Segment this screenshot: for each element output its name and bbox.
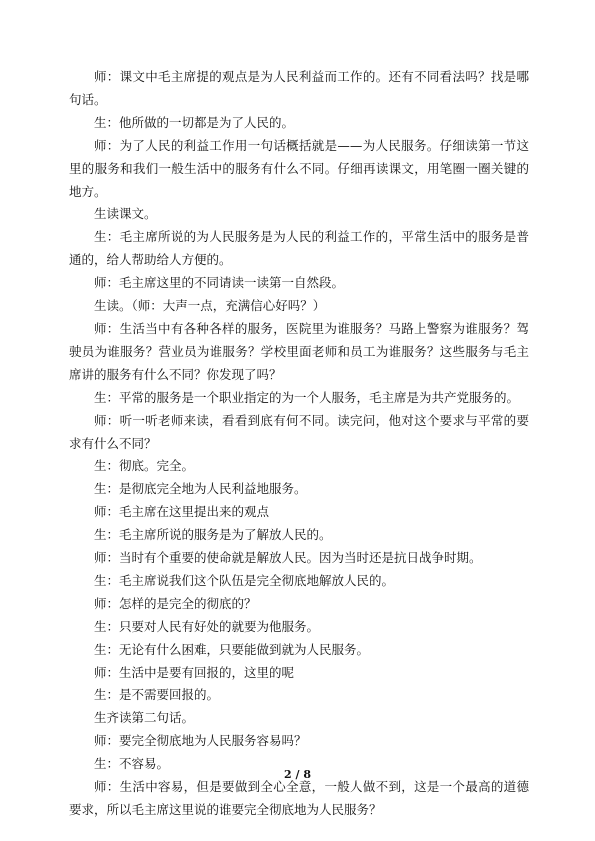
- paragraph: 师：怎样的是完全的彻底的？: [94, 595, 257, 611]
- paragraph: 师：要完全彻底地为人民服务容易吗？: [94, 733, 307, 749]
- paragraph: 师：生活中容易，但是要做到全心全意，一般人做不到，这是一个最高的道德要求，所以毛主席这里说的谁要完全彻底地为人民服务？: [69, 779, 529, 817]
- page-number: 2 / 8: [284, 768, 311, 781]
- paragraph: 生：毛主席所说的服务是为了解放人民的。: [94, 527, 332, 543]
- paragraph: 生：无论有什么困难，只要能做到就为人民服务。: [94, 641, 370, 657]
- paragraph: 生：他所做的一切都是为了人民的。: [94, 114, 295, 130]
- paragraph: 生：毛主席说我们这个队伍是完全彻底地解放人民的。: [94, 572, 395, 588]
- paragraph: 师：生活中是要有回报的，这里的呢: [94, 664, 295, 680]
- paragraph: 师：为了人民的利益工作用一句话概括就是——为人民服务。仔细读第一节这里的服务和我们一般生活中的服务有什么不同。仔细再读课文，用笔圈一圈关键的地方。: [69, 137, 529, 199]
- paragraph: 师：毛主席这里的不同请读一读第一自然段。: [94, 275, 345, 291]
- paragraph: 生：彻底。完全。: [94, 458, 195, 474]
- paragraph: 生：只要对人民有好处的就要为他服务。: [94, 618, 320, 634]
- paragraph: 师：当时有个重要的使命就是解放人民。因为当时还是抗日战争时期。: [94, 550, 482, 566]
- paragraph: 师：听一听老师来读，看看到底有何不同。读完问，他对这个要求与平常的要求有什么不同？: [69, 412, 529, 451]
- paragraph: 生：是彻底完全地为人民利益地服务。: [94, 481, 307, 497]
- paragraph: 生读课文。: [94, 206, 157, 222]
- paragraph: 生：平常的服务是一个职业指定的为一个人服务，毛主席是为共产党服务的。: [94, 389, 520, 405]
- paragraph: 生齐读第二句话。: [94, 710, 195, 726]
- paragraph: 生读。（师：大声一点，充满信心好吗？）: [94, 298, 326, 314]
- paragraph: 生：毛主席所说的为人民服务是为人民的利益工作的，平常生活中的服务是普通的，给人帮助给人方便的。: [69, 229, 529, 268]
- paragraph: 师：课文中毛主席提的观点是为人民利益而工作的。还有不同看法吗？找是哪句话。: [69, 69, 529, 107]
- paragraph: 生：不容易。: [94, 756, 170, 772]
- paragraph: 生：是不需要回报的。: [94, 687, 220, 703]
- document-body: [69, 66, 529, 822]
- paragraph: 师：生活当中有各种各样的服务，医院里为谁服务？马路上警察为谁服务？驾驶员为谁服务？营业员为谁服务？学校里面老师和员工为谁服务？这些服务与毛主席讲的服务有什么不同？你发现了吗？: [69, 320, 529, 382]
- paragraph: 师：毛主席在这里提出来的观点: [94, 504, 270, 520]
